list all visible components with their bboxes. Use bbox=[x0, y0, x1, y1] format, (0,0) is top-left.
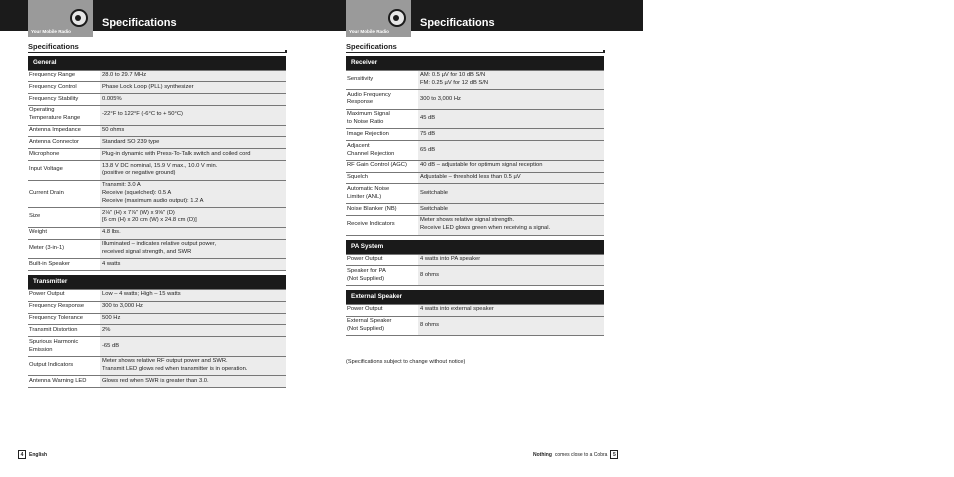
section-band-title: PA System bbox=[346, 240, 604, 254]
section-heading: Specifications bbox=[28, 42, 286, 53]
table-row bbox=[28, 325, 286, 337]
spec-label: Audio Frequency Response bbox=[346, 90, 418, 110]
spec-label: Size bbox=[28, 208, 100, 228]
spec-value: AM: 0.5 µV for 10 dB S/N FM: 0.25 µV for 12 dB S/N bbox=[418, 70, 604, 90]
spec-value: Switchable bbox=[418, 204, 604, 216]
spec-value: Switchable bbox=[418, 184, 604, 204]
spec-value: 65 dB bbox=[418, 141, 604, 161]
spec-value: Transmit: 3.0 A Receive (squelched): 0.5 A Receive (maximum audio output): 1.2 A bbox=[100, 180, 286, 207]
spec-value: 8 ohms bbox=[418, 316, 604, 336]
spec-label: Noise Blanker (NB) bbox=[346, 204, 418, 216]
spec-value: Adjustable – threshold less than 0.5 µV bbox=[418, 172, 604, 184]
tagline: Your Mobile Radio bbox=[31, 29, 71, 34]
table-section-header bbox=[346, 56, 604, 70]
table-row bbox=[28, 259, 286, 271]
table-section-header bbox=[346, 290, 604, 304]
table-row bbox=[28, 94, 286, 106]
brand-logo bbox=[28, 0, 93, 37]
spec-value: 13.8 V DC nominal, 15.9 V max., 10.0 V min. (positive or negative ground) bbox=[100, 161, 286, 181]
spec-value: Plug-in dynamic with Press-To-Talk switch and coiled cord bbox=[100, 149, 286, 161]
table-row bbox=[346, 160, 604, 172]
spec-label: Frequency Stability bbox=[28, 94, 100, 106]
spec-label: Weight bbox=[28, 227, 100, 239]
table-row bbox=[346, 304, 604, 316]
section-heading: Specifications bbox=[346, 42, 604, 53]
right-page bbox=[318, 0, 636, 477]
table-row bbox=[28, 82, 286, 94]
page-number: 5 bbox=[610, 450, 618, 459]
section-band-title: Receiver bbox=[346, 56, 604, 70]
spec-label: Frequency Tolerance bbox=[28, 313, 100, 325]
table-row bbox=[28, 227, 286, 239]
table-row bbox=[28, 161, 286, 181]
spec-label: Image Rejection bbox=[346, 129, 418, 141]
spec-value: 500 Hz bbox=[100, 313, 286, 325]
table-row bbox=[28, 376, 286, 388]
table-row bbox=[346, 70, 604, 90]
spec-label: Spurious Harmonic Emission bbox=[28, 337, 100, 357]
spec-label: Automatic Noise Limiter (ANL) bbox=[346, 184, 418, 204]
spec-value: -22°F to 122°F (-6°C to + 50°C) bbox=[100, 105, 286, 125]
spec-label: Output Indicators bbox=[28, 356, 100, 376]
table-row bbox=[28, 125, 286, 137]
table-row bbox=[28, 301, 286, 313]
spec-value: 300 to 3,000 Hz bbox=[100, 301, 286, 313]
page-title: Specifications bbox=[420, 17, 495, 29]
spec-label: Sensitivity bbox=[346, 70, 418, 90]
spec-label: Squelch bbox=[346, 172, 418, 184]
spec-label: External Speaker (Not Supplied) bbox=[346, 316, 418, 336]
spec-value: Illuminated – indicates relative output power, received signal strength, and SWR bbox=[100, 239, 286, 259]
spec-value: Glows red when SWR is greater than 3.0. bbox=[100, 376, 286, 388]
tagline: Your Mobile Radio bbox=[349, 29, 389, 34]
spec-label: Antenna Impedance bbox=[28, 125, 100, 137]
spec-label: Transmit Distortion bbox=[28, 325, 100, 337]
spec-value: 75 dB bbox=[418, 129, 604, 141]
spec-value: 0.005% bbox=[100, 94, 286, 106]
section-band-title: General bbox=[28, 56, 286, 70]
table-row bbox=[346, 254, 604, 266]
spec-value: 300 to 3,000 Hz bbox=[418, 90, 604, 110]
section-band-title: Transmitter bbox=[28, 275, 286, 289]
spec-label: Frequency Range bbox=[28, 70, 100, 82]
spec-value: 40 dB – adjustable for optimum signal reception bbox=[418, 160, 604, 172]
table-row bbox=[28, 337, 286, 357]
spec-label: Meter (3-in-1) bbox=[28, 239, 100, 259]
table-section-header bbox=[28, 56, 286, 70]
spec-value: 8 ohms bbox=[418, 266, 604, 286]
spec-label: Receive Indicators bbox=[346, 215, 418, 235]
spec-label: Power Output bbox=[346, 304, 418, 316]
table-row bbox=[346, 141, 604, 161]
table-row bbox=[346, 204, 604, 216]
table-row bbox=[28, 70, 286, 82]
spec-value: 28.0 to 29.7 MHz bbox=[100, 70, 286, 82]
table-row bbox=[346, 129, 604, 141]
spec-value: 4 watts into PA speaker bbox=[418, 254, 604, 266]
brand-mark-icon bbox=[388, 9, 406, 27]
table-row bbox=[28, 356, 286, 376]
footer-left bbox=[18, 450, 47, 459]
table-section-header bbox=[346, 240, 604, 254]
spec-label: Speaker for PA (Not Supplied) bbox=[346, 266, 418, 286]
table-row bbox=[346, 90, 604, 110]
spec-value: Low – 4 watts; High – 15 watts bbox=[100, 289, 286, 301]
spec-value: Meter shows relative signal strength. Receive LED glows green when receiving a signal. bbox=[418, 215, 604, 235]
table-row bbox=[28, 313, 286, 325]
footer-right bbox=[533, 450, 618, 459]
spec-value: 50 ohms bbox=[100, 125, 286, 137]
table-section-header bbox=[28, 275, 286, 289]
spec-value: Standard SO 239 type bbox=[100, 137, 286, 149]
table-row bbox=[346, 316, 604, 336]
spec-label: Current Drain bbox=[28, 180, 100, 207]
table-row bbox=[346, 266, 604, 286]
spec-value: Meter shows relative RF output power and SWR. Transmit LED glows red when transmitter is in operation. bbox=[100, 356, 286, 376]
table-row bbox=[28, 105, 286, 125]
table-row bbox=[346, 184, 604, 204]
spec-value: -65 dB bbox=[100, 337, 286, 357]
table-row bbox=[28, 149, 286, 161]
page-title: Specifications bbox=[102, 17, 177, 29]
spec-label: Antenna Connector bbox=[28, 137, 100, 149]
table-row bbox=[346, 215, 604, 235]
left-page bbox=[0, 0, 318, 477]
table-row bbox=[28, 208, 286, 228]
table-row bbox=[28, 137, 286, 149]
spec-table-right bbox=[346, 56, 604, 336]
spec-value: 2% bbox=[100, 325, 286, 337]
brand-logo bbox=[346, 0, 411, 37]
spec-label: Power Output bbox=[346, 254, 418, 266]
spec-value: 4 watts into external speaker bbox=[418, 304, 604, 316]
spec-value: Phase Lock Loop (PLL) synthesizer bbox=[100, 82, 286, 94]
table-row bbox=[346, 172, 604, 184]
section-band-title: External Speaker bbox=[346, 290, 604, 304]
spec-label: Power Output bbox=[28, 289, 100, 301]
spec-label: Maximum Signal to Noise Ratio bbox=[346, 109, 418, 129]
spec-label: RF Gain Control (AGC) bbox=[346, 160, 418, 172]
footer-language: English bbox=[29, 451, 48, 458]
spec-value: 45 dB bbox=[418, 109, 604, 129]
footer-brand: Nothing bbox=[533, 451, 552, 458]
spec-label: Antenna Warning LED bbox=[28, 376, 100, 388]
footer-slogan: comes close to a Cobra bbox=[554, 451, 608, 458]
spec-label: Adjacent Channel Rejection bbox=[346, 141, 418, 161]
table-row bbox=[28, 239, 286, 259]
spec-label: Microphone bbox=[28, 149, 100, 161]
brand-mark-icon bbox=[70, 9, 88, 27]
specs-notice: (Specifications subject to change without notice) bbox=[346, 359, 466, 365]
page-number: 4 bbox=[18, 450, 26, 459]
spec-value: 2⅛" (H) x 7⅞" (W) x 9⅝" (D) [6 cm (H) x 20 cm (W) x 24.8 cm (D)] bbox=[100, 208, 286, 228]
spec-table-left bbox=[28, 56, 286, 388]
spec-value: 4.8 lbs. bbox=[100, 227, 286, 239]
table-row bbox=[28, 289, 286, 301]
spec-label: Frequency Control bbox=[28, 82, 100, 94]
spec-label: Frequency Response bbox=[28, 301, 100, 313]
spec-value: 4 watts bbox=[100, 259, 286, 271]
spec-label: Operating Temperature Range bbox=[28, 105, 100, 125]
spec-label: Built-in Speaker bbox=[28, 259, 100, 271]
spec-label: Input Voltage bbox=[28, 161, 100, 181]
table-row bbox=[346, 109, 604, 129]
table-row bbox=[28, 180, 286, 207]
